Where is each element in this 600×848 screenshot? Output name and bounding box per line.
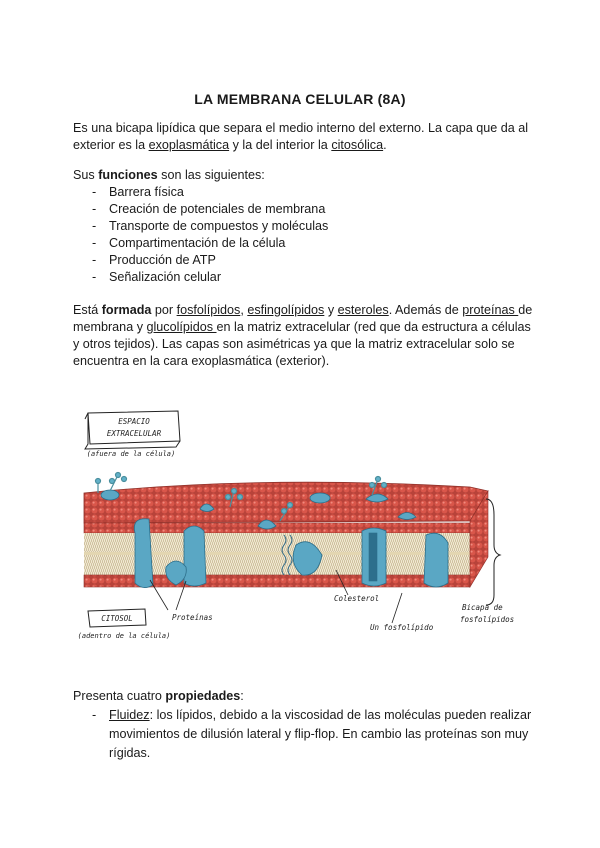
term-fosfolipidos: fosfolípidos [176, 303, 241, 317]
property-fluidez [92, 706, 549, 763]
label-phospholipid: Un fosfolípido [370, 623, 434, 632]
term-proteinas: proteínas [462, 303, 519, 317]
properties-bold: propiedades [165, 689, 241, 703]
label-bilayer-1: Bicapa de [462, 603, 503, 612]
list-item: - Creación de potenciales de membrana [92, 201, 328, 218]
composition-text: y [324, 303, 338, 317]
term-fluidez: Fluidez [109, 708, 150, 722]
term-exoplasmatica: exoplasmática [148, 138, 230, 152]
composition-text: de membrana y [73, 303, 533, 334]
intro-text-1: Es una bicapa lipídica que separa el medio interno del externo. La capa que da al exterior es la [73, 121, 529, 152]
term-citosolica: citosólica [331, 138, 384, 152]
extracellular-line2: EXTRACELULAR [106, 429, 162, 438]
composition-bold: formada [101, 303, 152, 317]
intro-text-3: . [383, 138, 387, 152]
cytosol-label [78, 609, 171, 640]
term-glucolipidos: glucolípidos [146, 320, 217, 334]
composition-paragraph [73, 302, 533, 370]
term-esfingolipidos: esfingolípidos [247, 303, 325, 317]
extracellular-line1: ESPACIO [118, 417, 150, 426]
functions-list [92, 184, 328, 286]
list-item: - Señalización celular [92, 269, 328, 286]
functions-bold: funciones [98, 168, 158, 182]
page-title: LA MEMBRANA CELULAR (8A) [194, 91, 406, 107]
term-esteroles: esteroles [337, 303, 389, 317]
list-item: - Producción de ATP [92, 252, 328, 269]
label-bilayer-2: fosfolípidos [460, 615, 515, 624]
cytosol-note: (adentro de la célula) [77, 632, 171, 640]
functions-rest: son las siguientes: [157, 168, 265, 182]
functions-heading [73, 167, 533, 184]
list-item: - Barrera física [92, 184, 328, 201]
label-proteins: Proteínas [172, 613, 213, 622]
functions-lead: Sus [73, 168, 99, 182]
list-item: - Compartimentación de la célula [92, 235, 328, 252]
intro-paragraph [73, 120, 533, 154]
list-item: - Transporte de compuestos y moléculas [92, 218, 328, 235]
property-text: : los lípidos, debido a la viscosidad de las moléculas pueden realizar movimientos de dilusión lateral y flip-flop. En cambio las proteínas son muy rígidas. [109, 708, 532, 760]
composition-text: Está [73, 303, 102, 317]
membrane-figure [0, 395, 600, 655]
intro-text-2: y la del interior la [229, 138, 332, 152]
properties-heading [73, 688, 533, 705]
cytosol-text: CITOSOL [101, 614, 133, 623]
extracellular-note: (afuera de la célula) [86, 450, 176, 458]
composition-text: . Además de [388, 303, 463, 317]
composition-text: por [151, 303, 177, 317]
properties-rest: : [240, 689, 244, 703]
composition-text: , [240, 303, 248, 317]
properties-lead: Presenta cuatro [73, 689, 166, 703]
label-cholesterol: Colesterol [334, 594, 380, 603]
composition-text: en la matriz extracelular (red que da estructura a células y otros tejidos). Las capas son asimétricas ya que la matriz extracelular solo se encuentra en la cara exoplasmática (exterior). [73, 320, 531, 368]
extracellular-label [85, 411, 180, 458]
